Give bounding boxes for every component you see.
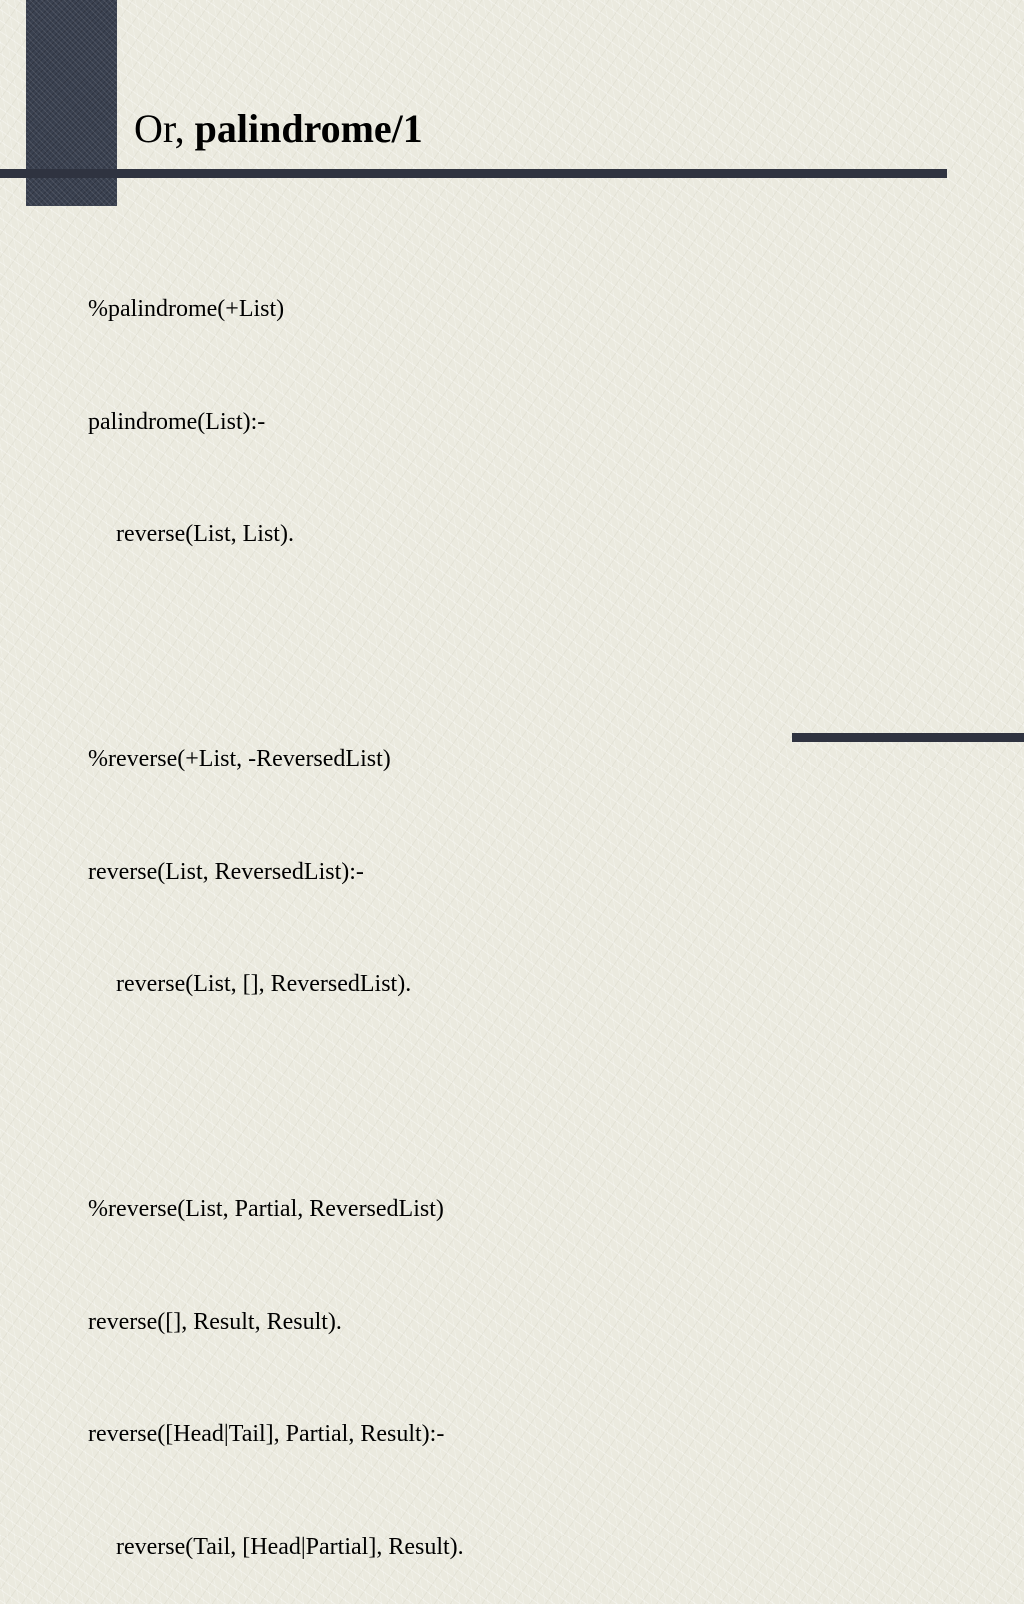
slide-title [134, 104, 423, 154]
slide-title-prefix: Or, [134, 106, 195, 151]
code-line-comment: %reverse(List, Partial, ReversedList) [88, 1196, 444, 1222]
code-line-clause-head: reverse([Head|Tail], Partial, Result):- [88, 1421, 445, 1447]
title-divider-rule [0, 169, 947, 178]
code-line-clause-body: reverse(List, [], ReversedList). [116, 971, 412, 997]
code-line-comment: %palindrome(+List) [88, 296, 285, 322]
code-line-comment: %reverse(+List, -ReversedList) [88, 746, 391, 772]
footer-divider-rule [792, 733, 1024, 742]
code-line-clause-head: reverse(List, ReversedList):- [88, 858, 364, 885]
slide-title-emphasis: palindrome/1 [194, 106, 423, 151]
code-line-clause-head: palindrome(List):- [88, 408, 266, 435]
code-block [88, 216, 464, 1604]
code-line-clause-body: reverse(List, List). [116, 521, 294, 547]
code-line-blank [88, 1079, 464, 1117]
code-line-fact: reverse([], Result, Result). [88, 1308, 342, 1335]
code-line-blank [88, 629, 464, 667]
code-line-clause-body: reverse(Tail, [Head|Partial], Result). [116, 1533, 464, 1560]
